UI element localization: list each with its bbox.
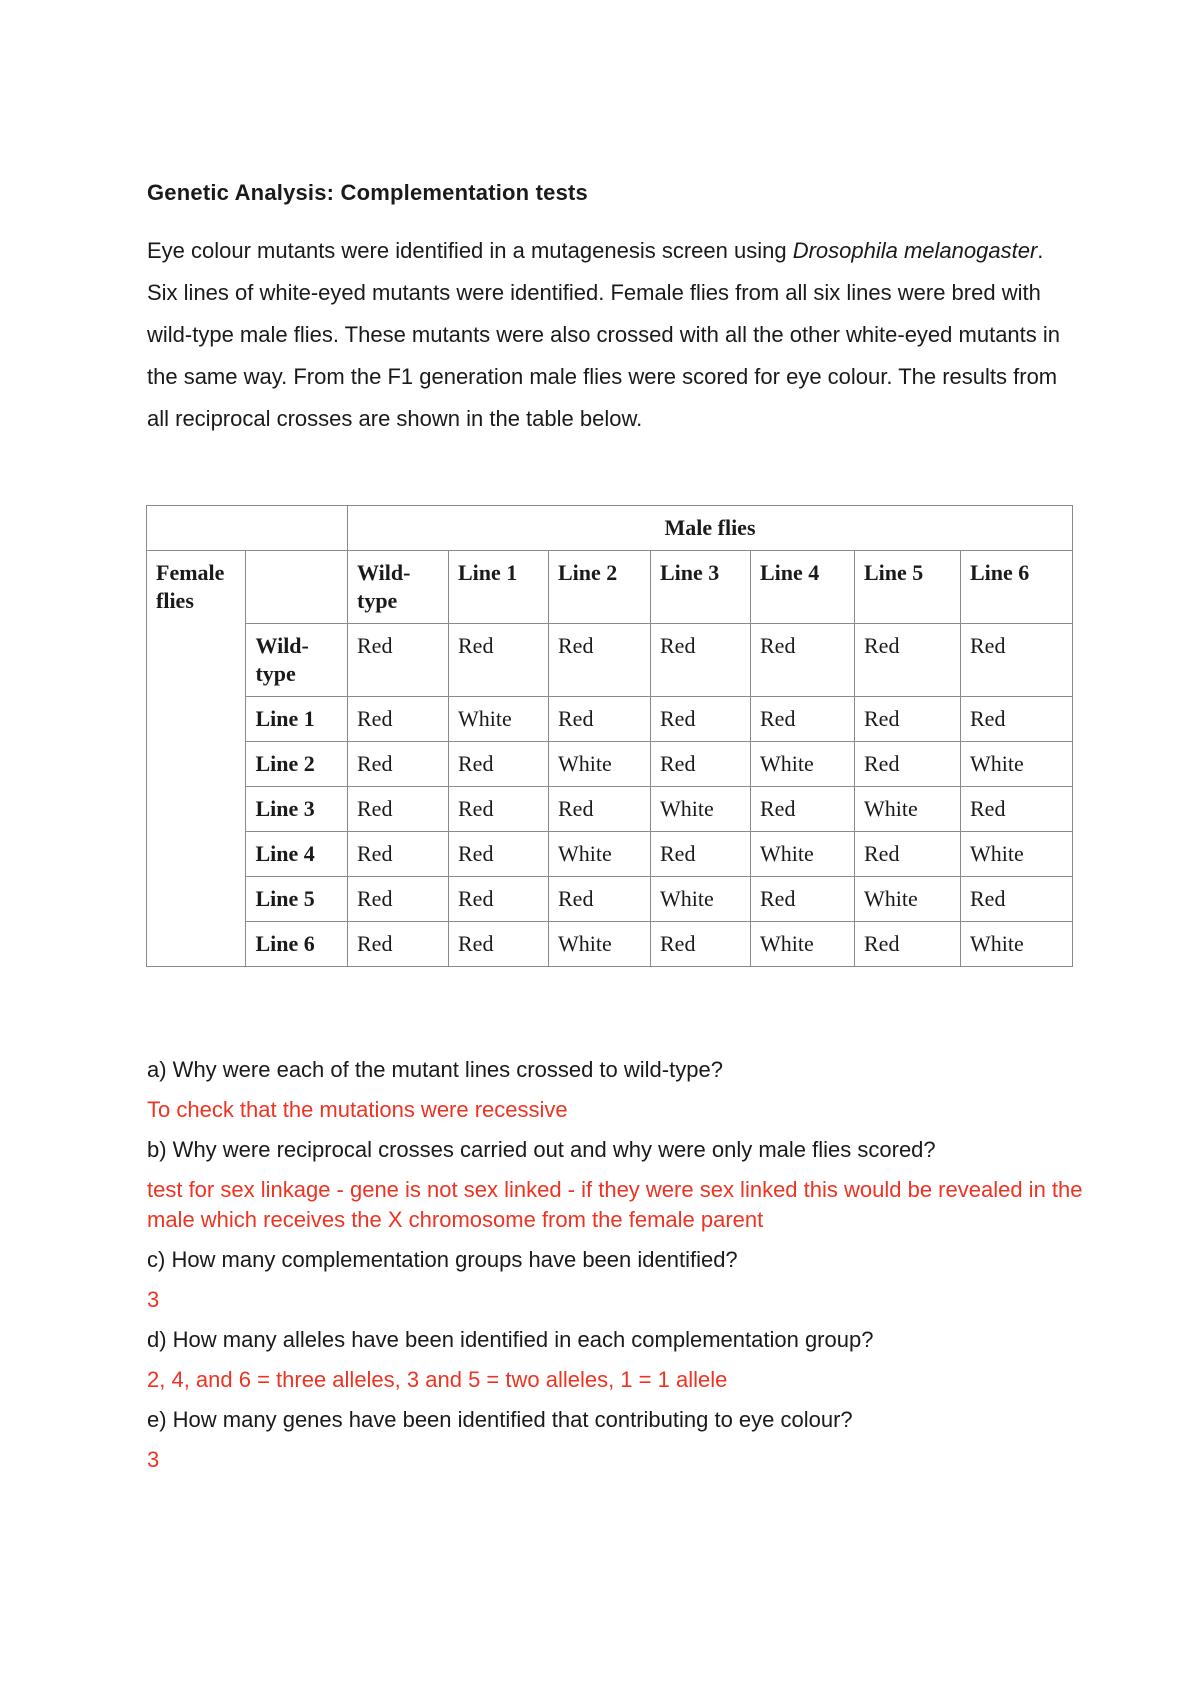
table-cell: Red [348,787,449,832]
table-cell: Red [961,624,1073,697]
table-cell: Red [961,787,1073,832]
table-cell: Red [651,624,751,697]
question-b: b) Why were reciprocal crosses carried out and why were only male flies scored? [147,1137,936,1162]
document-title: Genetic Analysis: Complementation tests [147,180,588,205]
table-cell: Red [449,624,549,697]
table-cell: Red [549,697,651,742]
table-cell: White [855,877,961,922]
table-cell: Red [751,877,855,922]
table-cell: Red [651,697,751,742]
row-header: Wild-type [246,624,348,697]
table-row [147,697,1073,742]
table-cell: White [651,787,751,832]
table-cell: Red [751,624,855,697]
answer-e: 3 [147,1447,160,1472]
question-d: d) How many alleles have been identified in each complementation group? [147,1327,874,1352]
table-cell: Red [651,832,751,877]
table-cell: White [549,832,651,877]
table-cell: White [751,742,855,787]
table-cell: Red [348,922,449,967]
intro-text-2: . Six lines of white-eyed mutants were identified. Female flies from all six lines were bred with wild-type male flies. These mutants were also crossed with all the other white-eyed mutants in the same way. From the F1 generation male flies were scored for eye colour. The results from all reciprocal crosses are shown in the table below. [147,238,1061,431]
table-cell: Red [348,742,449,787]
female-flies-header: Female flies [147,551,246,967]
table-cell: Red [348,624,449,697]
table-blank-cell [246,551,348,624]
intro-text-1: Eye colour mutants were identified in a mutagenesis screen using [147,238,793,263]
row-header: Line 5 [246,877,348,922]
questions-section [147,1055,1087,1475]
male-flies-header: Male flies [348,506,1073,551]
table-row [147,742,1073,787]
table-cell: Red [961,877,1073,922]
table-cell: Red [449,787,549,832]
column-header: Line 3 [651,551,751,624]
table-cell: White [651,877,751,922]
answer-a: To check that the mutations were recessive [147,1097,568,1122]
table-corner-cell [147,506,348,551]
complementation-table [146,505,1073,967]
table-cell: White [961,922,1073,967]
table-cell: White [751,922,855,967]
table-cell: Red [961,697,1073,742]
table-cell: Red [549,787,651,832]
answer-b: test for sex linkage - gene is not sex linked - if they were sex linked this would be revealed in the male which receives the X chromosome from the female parent [147,1177,1083,1232]
table-cell: Red [855,742,961,787]
row-header: Line 1 [246,697,348,742]
table-cell: Red [449,877,549,922]
table-cell: White [961,742,1073,787]
table-cell: White [549,922,651,967]
table-row [147,624,1073,697]
table-cell: Red [855,832,961,877]
table-cell: Red [651,742,751,787]
table-cell: Red [855,697,961,742]
column-header: Wild-type [348,551,449,624]
table-cell: Red [751,787,855,832]
question-c: c) How many complementation groups have been identified? [147,1247,738,1272]
table-row [147,787,1073,832]
table-cell: Red [549,624,651,697]
column-header: Line 2 [549,551,651,624]
table-cell: White [549,742,651,787]
row-header: Line 3 [246,787,348,832]
table-row [147,832,1073,877]
column-header: Line 5 [855,551,961,624]
row-header: Line 2 [246,742,348,787]
row-header: Line 4 [246,832,348,877]
column-header: Line 6 [961,551,1073,624]
table-cell: Red [855,624,961,697]
table-row [147,877,1073,922]
table-cell: White [961,832,1073,877]
table-cell: Red [348,877,449,922]
table-cell: White [855,787,961,832]
table-cell: Red [449,742,549,787]
table-row [147,922,1073,967]
question-e: e) How many genes have been identified that contributing to eye colour? [147,1407,853,1432]
table-cell: Red [348,832,449,877]
intro-paragraph [147,230,1077,440]
table-cell: Red [348,697,449,742]
species-name: Drosophila melanogaster [792,238,1038,263]
table-header-row-columns [147,551,1073,624]
table-cell: Red [549,877,651,922]
table-cell: White [449,697,549,742]
table-header-row-top [147,506,1073,551]
column-header: Line 1 [449,551,549,624]
row-header: Line 6 [246,922,348,967]
answer-d: 2, 4, and 6 = three alleles, 3 and 5 = two alleles, 1 = 1 allele [147,1367,728,1392]
table-cell: Red [449,922,549,967]
answer-c: 3 [147,1287,160,1312]
table-cell: Red [651,922,751,967]
question-a: a) Why were each of the mutant lines crossed to wild-type? [147,1057,723,1082]
table-cell: Red [751,697,855,742]
table-cell: Red [449,832,549,877]
table-cell: White [751,832,855,877]
column-header: Line 4 [751,551,855,624]
table-cell: Red [855,922,961,967]
